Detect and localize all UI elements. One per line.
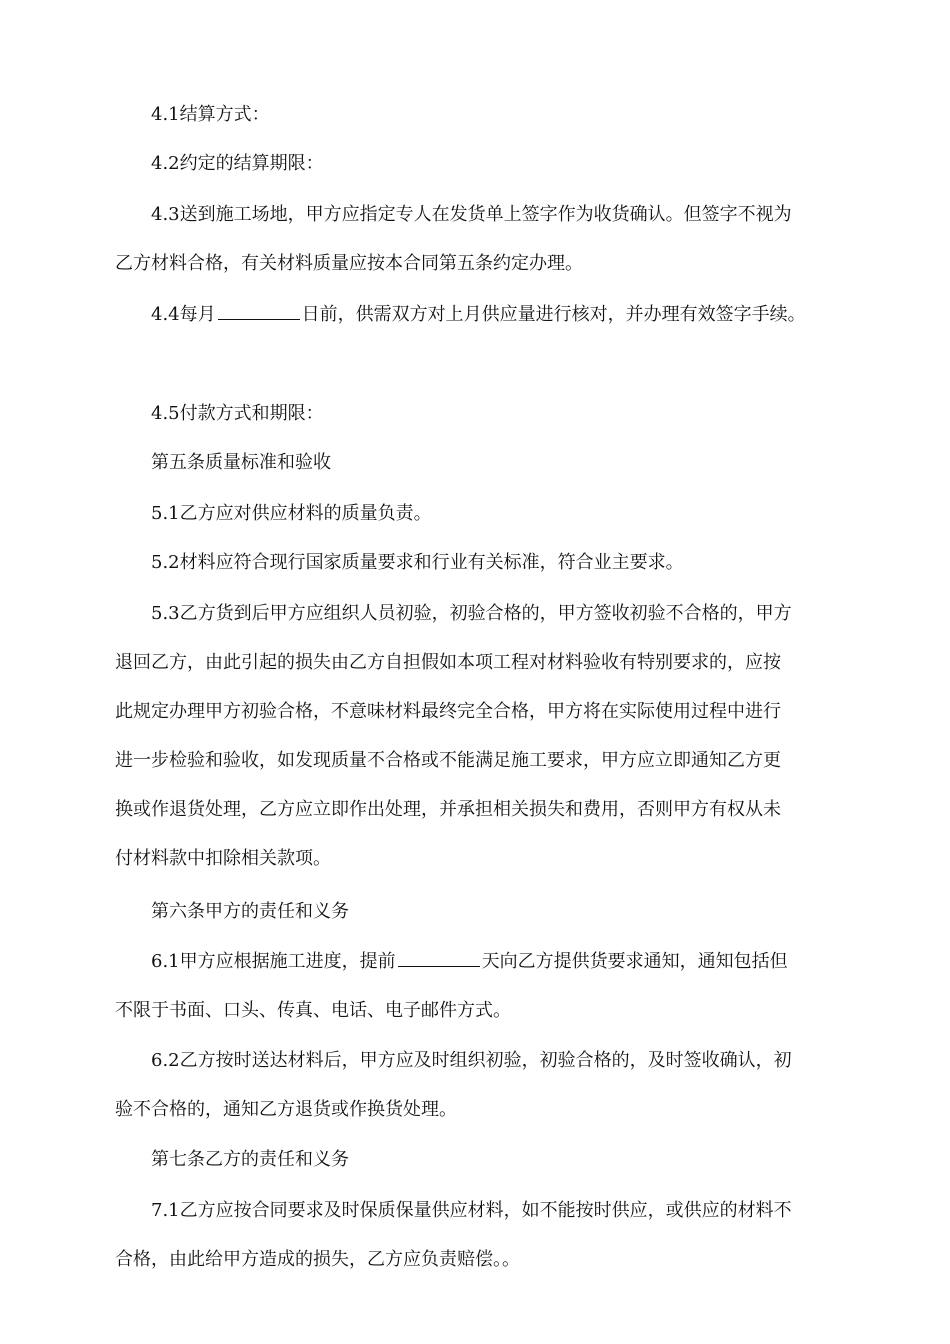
clause-4-1: [115, 90, 845, 139]
article-6-title: [115, 887, 845, 936]
clause-4-4-text-before: 4.4每月: [151, 304, 216, 325]
clause-5-1-text: 5.1乙方应对供应材料的质量负责。: [151, 503, 432, 524]
clause-4-3-line-1: 4.3送到施工场地，甲方应指定专人在发货单上签字作为收货确认。但签字不视为: [151, 204, 792, 225]
article-5-title-text: 第五条质量标准和验收: [151, 452, 331, 473]
clause-4-4-text-after: 日前，供需双方对上月供应量进行核对，并办理有效签字手续。: [301, 304, 806, 325]
days-blank-field[interactable]: [398, 946, 480, 967]
clause-5-3-line-6: 付材料款中扣除相关款项。: [115, 848, 331, 869]
clause-5-2: [115, 538, 845, 587]
clause-4-5: [115, 389, 845, 438]
clause-5-3: [115, 589, 845, 883]
clause-4-4: [115, 290, 845, 339]
clause-5-3-line-2: 退回乙方，由此引起的损失由乙方自担假如本项工程对材料验收有特别要求的，应按: [115, 652, 781, 673]
clause-6-2-line-1: 6.2乙方按时送达材料后，甲方应及时组织初验，初验合格的，及时签收确认，初: [151, 1050, 792, 1071]
clause-4-3: [115, 190, 845, 288]
clause-7-1: [115, 1186, 845, 1284]
clause-6-1-text-after: 天向乙方提供货要求通知，通知包括但: [481, 951, 788, 972]
clause-4-5-text: 4.5付款方式和期限：: [151, 403, 324, 424]
clause-7-1-line-2: 合格，由此给甲方造成的损失，乙方应负责赔偿。。: [115, 1249, 520, 1270]
clause-4-3-line-2: 乙方材料合格，有关材料质量应按本合同第五条约定办理。: [115, 253, 583, 274]
clause-7-1-line-1: 7.1乙方应按合同要求及时保质保量供应材料，如不能按时供应，或供应的材料不: [151, 1200, 792, 1221]
clause-5-3-line-5: 换或作退货处理，乙方应立即作出处理，并承担相关损失和费用，否则甲方有权从未: [115, 799, 781, 820]
article-7-title: [115, 1135, 845, 1184]
clause-5-2-text: 5.2材料应符合现行国家质量要求和行业有关标准，符合业主要求。: [151, 552, 684, 573]
article-6-title-text: 第六条甲方的责任和义务: [151, 901, 349, 922]
clause-6-1: [115, 937, 845, 1035]
article-7-title-text: 第七条乙方的责任和义务: [151, 1149, 349, 1170]
clause-5-3-line-1: 5.3乙方货到后甲方应组织人员初验，初验合格的，甲方签收初验不合格的，甲方: [151, 603, 792, 624]
clause-6-1-text-before: 6.1甲方应根据施工进度，提前: [151, 951, 396, 972]
clause-4-2-text: 4.2约定的结算期限：: [151, 153, 324, 174]
day-blank-field[interactable]: [218, 299, 300, 320]
clause-4-2: [115, 139, 845, 188]
article-5-title: [115, 438, 845, 487]
clause-6-2: [115, 1036, 845, 1134]
clause-5-1: [115, 489, 845, 538]
clause-5-3-line-4: 进一步检验和验收，如发现质量不合格或不能满足施工要求，甲方应立即通知乙方更: [115, 750, 781, 771]
clause-6-2-line-2: 验不合格的，通知乙方退货或作换货处理。: [115, 1099, 457, 1120]
clause-4-1-text: 4.1结算方式：: [151, 104, 270, 125]
clause-6-1-line-2: 不限于书面、口头、传真、电话、电子邮件方式。: [115, 1000, 511, 1021]
clause-5-3-line-3: 此规定办理甲方初验合格，不意味材料最终完全合格，甲方将在实际使用过程中进行: [115, 701, 781, 722]
